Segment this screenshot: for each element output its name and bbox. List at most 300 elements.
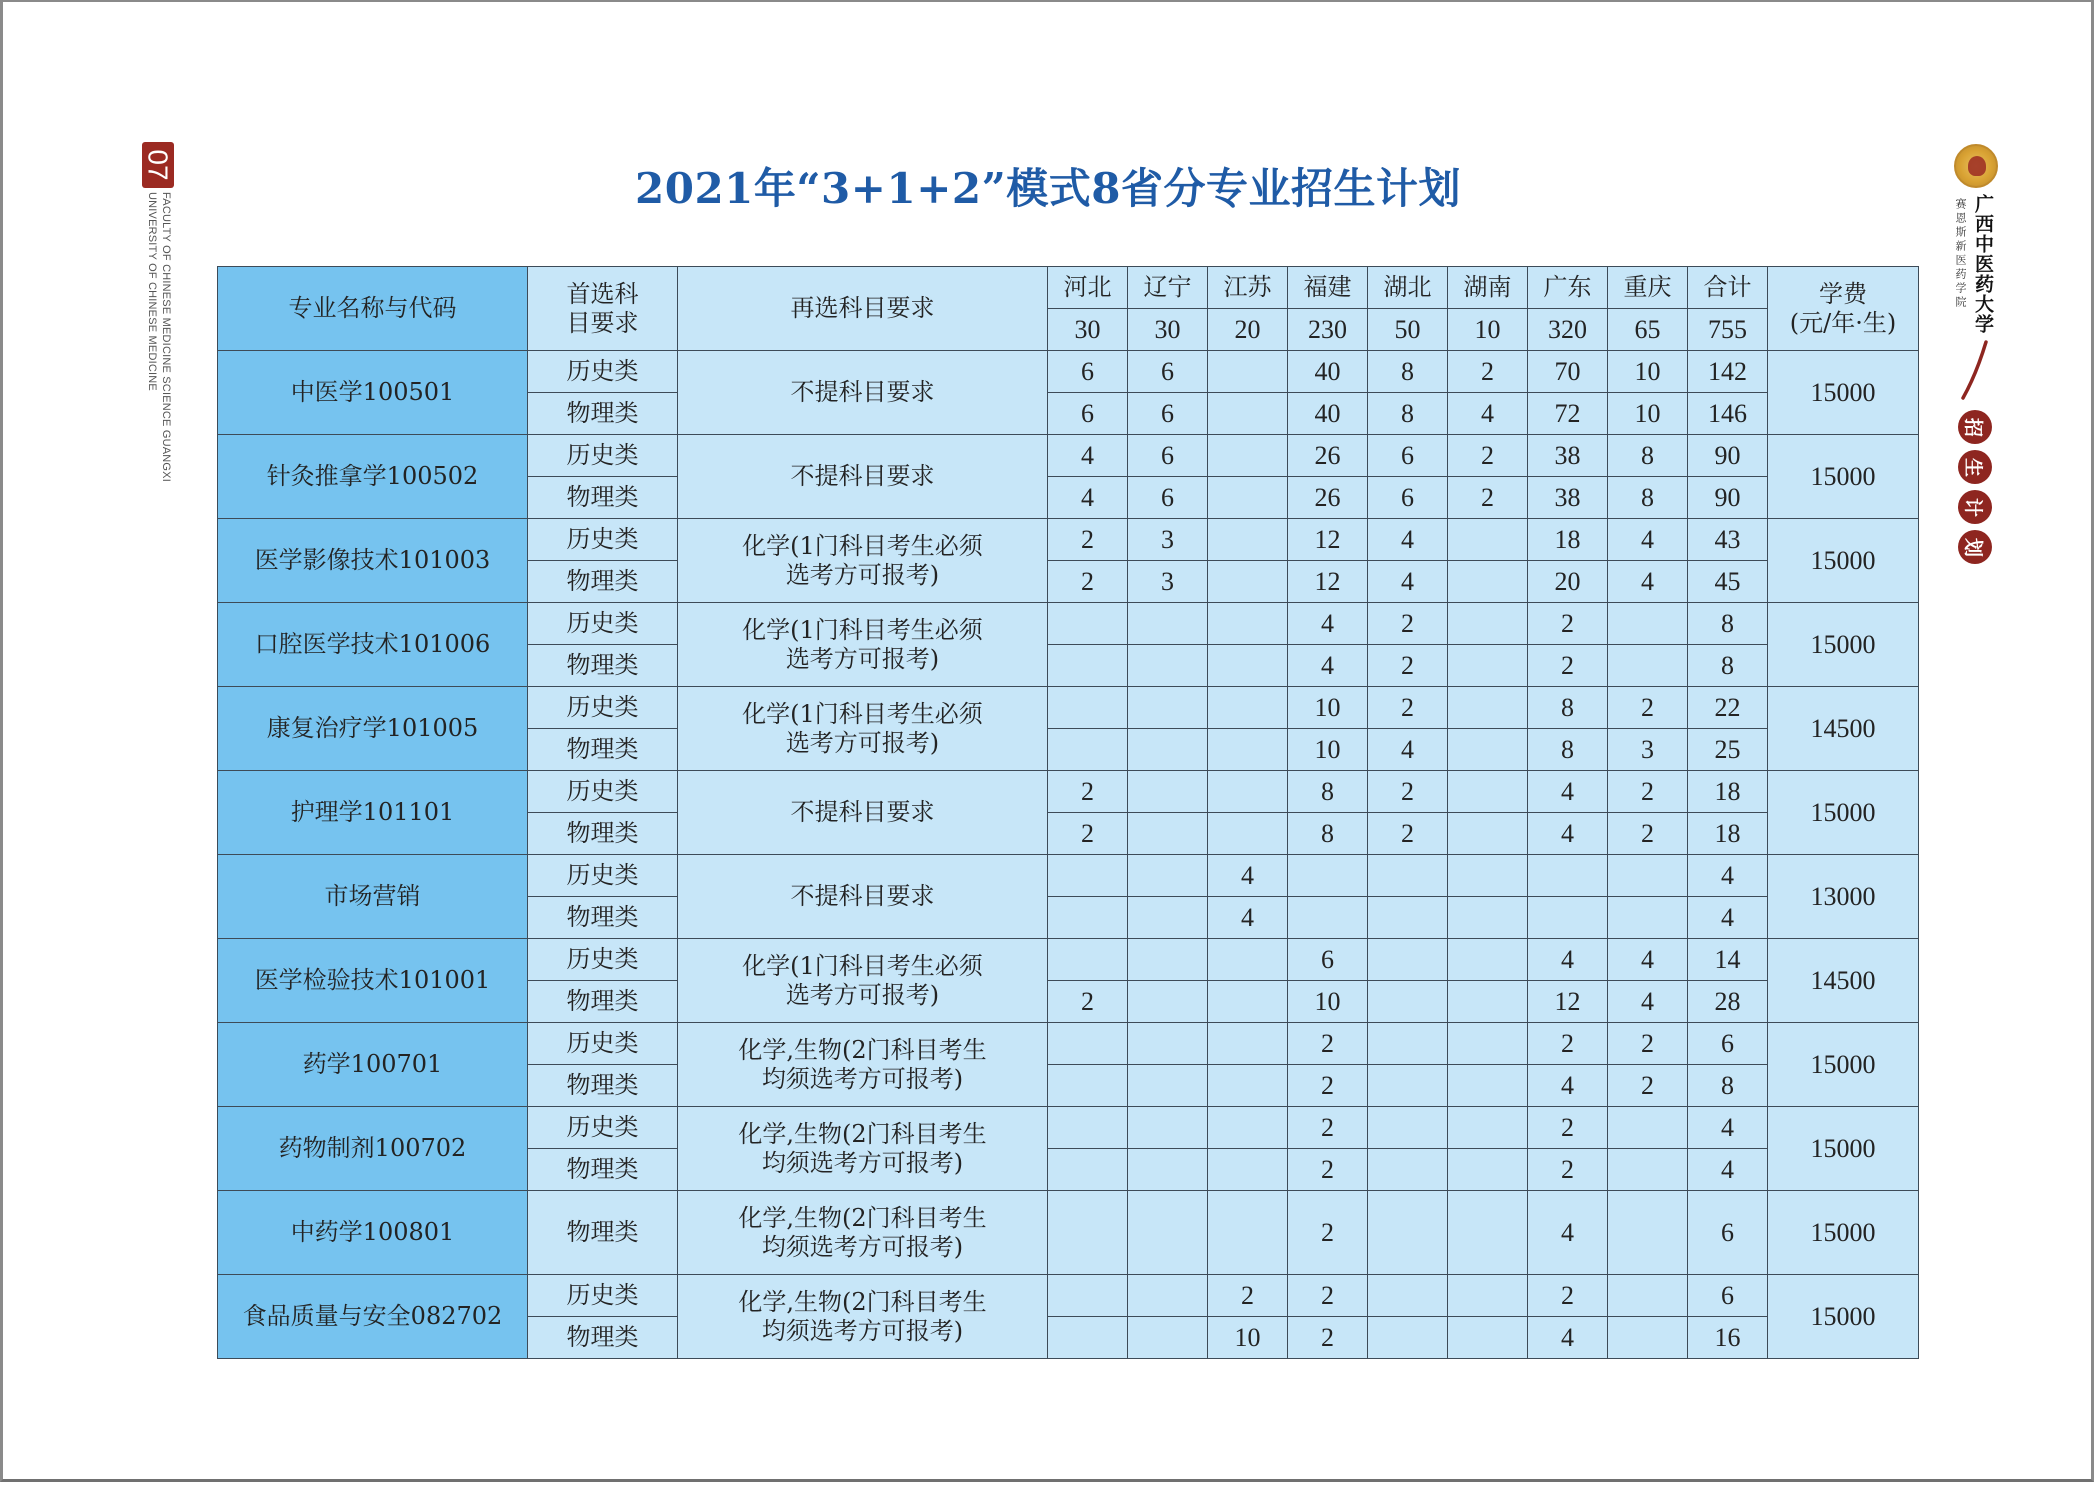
province-count-cell: 8 — [1368, 351, 1448, 393]
row-total-cell: 43 — [1688, 519, 1768, 561]
province-count-cell — [1208, 1149, 1288, 1191]
tuition-fee: 15000 — [1768, 1191, 1919, 1275]
province-count-cell: 10 — [1288, 687, 1368, 729]
province-count-cell — [1048, 1107, 1128, 1149]
row-total-cell: 6 — [1688, 1023, 1768, 1065]
major-name: 针灸推拿学100502 — [218, 435, 528, 519]
province-count-cell — [1448, 645, 1528, 687]
province-count-cell — [1528, 897, 1608, 939]
province-count-cell: 6 — [1048, 393, 1128, 435]
reselect-requirement: 化学,生物(2门科目考生 均须选考方可报考) — [678, 1191, 1048, 1275]
header-first-choice: 首选科 目要求 — [528, 267, 678, 351]
province-count-cell — [1208, 519, 1288, 561]
province-total: 30 — [1128, 309, 1208, 351]
first-choice-track: 历史类 — [528, 939, 678, 981]
province-count-cell: 2 — [1608, 771, 1688, 813]
header-fee: 学费 (元/年·生) — [1768, 267, 1919, 351]
province-count-cell: 2 — [1288, 1107, 1368, 1149]
province-count-cell: 10 — [1608, 393, 1688, 435]
table-row — [218, 351, 1919, 393]
province-count-cell: 3 — [1128, 519, 1208, 561]
province-count-cell — [1048, 1275, 1128, 1317]
province-count-cell: 8 — [1368, 393, 1448, 435]
province-count-cell: 40 — [1288, 351, 1368, 393]
province-count-cell — [1128, 1275, 1208, 1317]
province-count-cell — [1128, 1191, 1208, 1275]
province-count-cell: 8 — [1288, 771, 1368, 813]
first-choice-track: 物理类 — [528, 813, 678, 855]
header-row-provinces — [218, 267, 1919, 309]
province-count-cell: 2 — [1448, 351, 1528, 393]
province-count-cell — [1128, 1065, 1208, 1107]
section-label — [1958, 410, 1994, 570]
province-count-cell — [1128, 687, 1208, 729]
grand-total: 755 — [1688, 309, 1768, 351]
province-count-cell: 4 — [1528, 1191, 1608, 1275]
province-total: 320 — [1528, 309, 1608, 351]
first-choice-track: 物理类 — [528, 1317, 678, 1359]
province-count-cell: 38 — [1528, 435, 1608, 477]
province-count-cell: 4 — [1368, 519, 1448, 561]
reselect-requirement: 化学(1门科目考生必须 选考方可报考) — [678, 687, 1048, 771]
tuition-fee: 14500 — [1768, 939, 1919, 1023]
province-count-cell: 6 — [1368, 435, 1448, 477]
province-count-cell: 2 — [1368, 813, 1448, 855]
row-total-cell: 18 — [1688, 813, 1768, 855]
province-count-cell — [1048, 603, 1128, 645]
province-count-cell: 72 — [1528, 393, 1608, 435]
province-count-cell: 6 — [1128, 477, 1208, 519]
province-count-cell — [1048, 939, 1128, 981]
province-count-cell — [1048, 1191, 1128, 1275]
province-count-cell — [1288, 897, 1368, 939]
first-choice-track: 历史类 — [528, 771, 678, 813]
province-count-cell — [1448, 1317, 1528, 1359]
row-total-cell: 45 — [1688, 561, 1768, 603]
first-choice-track: 物理类 — [528, 1065, 678, 1107]
province-count-cell — [1208, 729, 1288, 771]
first-choice-track: 物理类 — [528, 729, 678, 771]
province-count-cell: 2 — [1288, 1023, 1368, 1065]
tuition-fee: 15000 — [1768, 1023, 1919, 1107]
province-count-cell: 8 — [1528, 729, 1608, 771]
row-total-cell: 4 — [1688, 897, 1768, 939]
first-choice-track: 物理类 — [528, 393, 678, 435]
province-count-cell: 2 — [1048, 813, 1128, 855]
province-count-cell: 26 — [1288, 435, 1368, 477]
university-text: UNIVERSITY OF CHINESE MEDICINE — [146, 192, 158, 391]
reselect-requirement: 化学(1门科目考生必须 选考方可报考) — [678, 603, 1048, 687]
reselect-requirement: 化学(1门科目考生必须 选考方可报考) — [678, 519, 1048, 603]
header-major: 专业名称与代码 — [218, 267, 528, 351]
province-count-cell — [1208, 1023, 1288, 1065]
province-count-cell — [1128, 813, 1208, 855]
province-count-cell — [1128, 771, 1208, 813]
section-char-circle: 计 — [1958, 490, 1992, 524]
table-row — [218, 1023, 1919, 1065]
row-total-cell: 8 — [1688, 603, 1768, 645]
reselect-requirement: 不提科目要求 — [678, 771, 1048, 855]
province-count-cell — [1128, 645, 1208, 687]
header-province: 湖北 — [1368, 267, 1448, 309]
province-count-cell — [1448, 897, 1528, 939]
province-count-cell: 4 — [1208, 897, 1288, 939]
first-choice-track: 历史类 — [528, 687, 678, 729]
province-count-cell — [1448, 855, 1528, 897]
province-count-cell — [1128, 1149, 1208, 1191]
reselect-requirement: 不提科目要求 — [678, 855, 1048, 939]
province-count-cell — [1448, 519, 1528, 561]
province-count-cell — [1128, 1107, 1208, 1149]
row-total-cell: 4 — [1688, 855, 1768, 897]
row-total-cell: 22 — [1688, 687, 1768, 729]
province-count-cell — [1048, 645, 1128, 687]
province-count-cell: 2 — [1368, 771, 1448, 813]
province-count-cell — [1368, 855, 1448, 897]
tuition-fee: 15000 — [1768, 1275, 1919, 1359]
province-count-cell — [1128, 855, 1208, 897]
table-row — [218, 1191, 1919, 1275]
province-count-cell — [1208, 771, 1288, 813]
province-count-cell: 8 — [1608, 435, 1688, 477]
table-row — [218, 855, 1919, 897]
province-count-cell: 4 — [1288, 645, 1368, 687]
table-row — [218, 519, 1919, 561]
province-count-cell: 2 — [1528, 1275, 1608, 1317]
province-count-cell — [1048, 687, 1128, 729]
province-count-cell: 4 — [1608, 519, 1688, 561]
province-count-cell: 4 — [1048, 435, 1128, 477]
province-count-cell — [1128, 1023, 1208, 1065]
province-count-cell — [1608, 645, 1688, 687]
province-count-cell: 4 — [1048, 477, 1128, 519]
province-count-cell: 2 — [1608, 687, 1688, 729]
major-name: 医学检验技术101001 — [218, 939, 528, 1023]
section-char-circle: 招 — [1958, 410, 1992, 444]
province-count-cell — [1048, 729, 1128, 771]
province-count-cell: 2 — [1528, 603, 1608, 645]
province-count-cell — [1448, 687, 1528, 729]
province-count-cell — [1608, 855, 1688, 897]
table-row — [218, 1275, 1919, 1317]
province-count-cell: 2 — [1048, 981, 1128, 1023]
province-count-cell — [1448, 1107, 1528, 1149]
province-count-cell: 2 — [1368, 603, 1448, 645]
row-total-cell: 146 — [1688, 393, 1768, 435]
province-count-cell — [1368, 1023, 1448, 1065]
header-province: 福建 — [1288, 267, 1368, 309]
province-count-cell: 2 — [1528, 1149, 1608, 1191]
tuition-fee: 15000 — [1768, 351, 1919, 435]
province-count-cell: 38 — [1528, 477, 1608, 519]
header-province: 江苏 — [1208, 267, 1288, 309]
row-total-cell: 6 — [1688, 1191, 1768, 1275]
province-count-cell: 6 — [1288, 939, 1368, 981]
section-char-circle: 生 — [1958, 450, 1992, 484]
province-count-cell: 2 — [1448, 477, 1528, 519]
province-count-cell: 10 — [1288, 981, 1368, 1023]
province-count-cell — [1608, 1317, 1688, 1359]
province-count-cell — [1288, 855, 1368, 897]
province-count-cell: 2 — [1368, 687, 1448, 729]
row-total-cell: 90 — [1688, 477, 1768, 519]
province-count-cell: 6 — [1128, 351, 1208, 393]
row-total-cell: 25 — [1688, 729, 1768, 771]
major-name: 药物制剂100702 — [218, 1107, 528, 1191]
province-count-cell: 4 — [1368, 561, 1448, 603]
province-count-cell: 4 — [1608, 939, 1688, 981]
row-total-cell: 90 — [1688, 435, 1768, 477]
table-row — [218, 1107, 1919, 1149]
slash-divider-icon — [1960, 340, 1990, 400]
table-row — [218, 603, 1919, 645]
province-count-cell: 2 — [1208, 1275, 1288, 1317]
header-province: 湖南 — [1448, 267, 1528, 309]
province-total: 230 — [1288, 309, 1368, 351]
row-total-cell: 28 — [1688, 981, 1768, 1023]
province-count-cell: 2 — [1288, 1191, 1368, 1275]
row-total-cell: 6 — [1688, 1275, 1768, 1317]
province-total: 20 — [1208, 309, 1288, 351]
province-count-cell — [1128, 897, 1208, 939]
province-count-cell: 20 — [1528, 561, 1608, 603]
province-count-cell — [1448, 1191, 1528, 1275]
province-count-cell — [1448, 939, 1528, 981]
province-count-cell: 6 — [1128, 393, 1208, 435]
province-count-cell — [1208, 561, 1288, 603]
major-name: 康复治疗学101005 — [218, 687, 528, 771]
province-count-cell — [1208, 393, 1288, 435]
province-count-cell — [1368, 939, 1448, 981]
major-name: 护理学101101 — [218, 771, 528, 855]
province-count-cell: 10 — [1608, 351, 1688, 393]
province-count-cell: 6 — [1368, 477, 1448, 519]
province-count-cell — [1608, 1275, 1688, 1317]
province-total: 50 — [1368, 309, 1448, 351]
major-name: 医学影像技术101003 — [218, 519, 528, 603]
header-province: 重庆 — [1608, 267, 1688, 309]
first-choice-track: 物理类 — [528, 477, 678, 519]
province-count-cell — [1448, 1275, 1528, 1317]
first-choice-track: 历史类 — [528, 855, 678, 897]
table-row — [218, 939, 1919, 981]
province-count-cell: 2 — [1608, 1065, 1688, 1107]
province-count-cell: 2 — [1368, 645, 1448, 687]
province-count-cell: 4 — [1608, 981, 1688, 1023]
province-count-cell: 4 — [1288, 603, 1368, 645]
province-total: 10 — [1448, 309, 1528, 351]
first-choice-track: 历史类 — [528, 1275, 678, 1317]
province-count-cell: 2 — [1608, 813, 1688, 855]
province-count-cell: 2 — [1448, 435, 1528, 477]
province-count-cell — [1208, 813, 1288, 855]
province-count-cell: 4 — [1448, 393, 1528, 435]
province-count-cell — [1448, 603, 1528, 645]
university-name: 广西中医药大学 — [1972, 194, 1994, 334]
province-count-cell — [1528, 855, 1608, 897]
header-province: 河北 — [1048, 267, 1128, 309]
province-count-cell — [1608, 1149, 1688, 1191]
reselect-requirement: 化学,生物(2门科目考生 均须选考方可报考) — [678, 1107, 1048, 1191]
province-count-cell: 2 — [1288, 1275, 1368, 1317]
province-count-cell: 4 — [1368, 729, 1448, 771]
province-count-cell: 8 — [1608, 477, 1688, 519]
reselect-requirement: 化学(1门科目考生必须 选考方可报考) — [678, 939, 1048, 1023]
first-choice-track: 历史类 — [528, 435, 678, 477]
province-count-cell: 6 — [1048, 351, 1128, 393]
header-total: 合计 — [1688, 267, 1768, 309]
province-count-cell — [1448, 813, 1528, 855]
major-name: 市场营销 — [218, 855, 528, 939]
province-count-cell: 2 — [1048, 771, 1128, 813]
row-total-cell: 16 — [1688, 1317, 1768, 1359]
province-count-cell: 2 — [1048, 561, 1128, 603]
first-choice-track: 历史类 — [528, 519, 678, 561]
tuition-fee: 15000 — [1768, 1107, 1919, 1191]
first-choice-track: 历史类 — [528, 351, 678, 393]
province-count-cell: 2 — [1608, 1023, 1688, 1065]
province-count-cell — [1368, 1275, 1448, 1317]
province-count-cell — [1128, 1317, 1208, 1359]
row-total-cell: 4 — [1688, 1149, 1768, 1191]
province-count-cell — [1448, 771, 1528, 813]
province-count-cell — [1208, 687, 1288, 729]
reselect-requirement: 化学,生物(2门科目考生 均须选考方可报考) — [678, 1023, 1048, 1107]
province-count-cell — [1448, 1149, 1528, 1191]
province-count-cell: 12 — [1528, 981, 1608, 1023]
province-count-cell — [1048, 1023, 1128, 1065]
province-count-cell: 12 — [1288, 519, 1368, 561]
first-choice-track: 历史类 — [528, 1107, 678, 1149]
province-count-cell — [1608, 603, 1688, 645]
province-count-cell: 2 — [1288, 1149, 1368, 1191]
province-total: 30 — [1048, 309, 1128, 351]
province-count-cell — [1048, 855, 1128, 897]
province-count-cell: 10 — [1208, 1317, 1288, 1359]
province-count-cell: 3 — [1608, 729, 1688, 771]
tuition-fee: 14500 — [1768, 687, 1919, 771]
header-reselect: 再选科目要求 — [678, 267, 1048, 351]
first-choice-track: 物理类 — [528, 645, 678, 687]
province-count-cell: 2 — [1528, 1107, 1608, 1149]
province-count-cell — [1368, 1191, 1448, 1275]
table-row — [218, 687, 1919, 729]
province-count-cell: 6 — [1128, 435, 1208, 477]
province-count-cell: 3 — [1128, 561, 1208, 603]
province-count-cell — [1128, 981, 1208, 1023]
province-count-cell — [1448, 1065, 1528, 1107]
province-count-cell: 2 — [1528, 1023, 1608, 1065]
province-count-cell — [1208, 981, 1288, 1023]
province-count-cell — [1048, 897, 1128, 939]
faculty-text: FACULTY OF CHINESE MEDICINE SCIENCE GUANGXI — [160, 192, 172, 482]
page-number: 07 — [143, 149, 174, 181]
province-count-cell — [1448, 561, 1528, 603]
province-count-cell: 4 — [1528, 1317, 1608, 1359]
province-count-cell — [1448, 729, 1528, 771]
province-count-cell — [1368, 981, 1448, 1023]
province-count-cell: 8 — [1288, 813, 1368, 855]
reselect-requirement: 化学,生物(2门科目考生 均须选考方可报考) — [678, 1275, 1048, 1359]
row-total-cell: 8 — [1688, 1065, 1768, 1107]
row-total-cell: 142 — [1688, 351, 1768, 393]
province-total: 65 — [1608, 309, 1688, 351]
province-count-cell — [1608, 897, 1688, 939]
first-choice-track: 物理类 — [528, 897, 678, 939]
province-count-cell — [1368, 1107, 1448, 1149]
province-count-cell — [1208, 603, 1288, 645]
province-count-cell — [1128, 939, 1208, 981]
province-count-cell — [1208, 939, 1288, 981]
province-count-cell — [1048, 1149, 1128, 1191]
province-count-cell — [1608, 1107, 1688, 1149]
header-province: 辽宁 — [1128, 267, 1208, 309]
section-char-circle: 划 — [1958, 530, 1992, 564]
row-total-cell: 18 — [1688, 771, 1768, 813]
province-count-cell — [1608, 1191, 1688, 1275]
province-count-cell — [1128, 729, 1208, 771]
province-count-cell: 2 — [1288, 1317, 1368, 1359]
province-count-cell — [1048, 1065, 1128, 1107]
table-row — [218, 771, 1919, 813]
header-province: 广东 — [1528, 267, 1608, 309]
province-count-cell: 10 — [1288, 729, 1368, 771]
province-count-cell — [1368, 897, 1448, 939]
row-total-cell: 8 — [1688, 645, 1768, 687]
first-choice-track: 物理类 — [528, 981, 678, 1023]
major-name: 药学100701 — [218, 1023, 528, 1107]
province-count-cell: 4 — [1608, 561, 1688, 603]
province-count-cell — [1208, 435, 1288, 477]
province-count-cell: 4 — [1528, 939, 1608, 981]
province-count-cell: 4 — [1528, 813, 1608, 855]
first-choice-track: 物理类 — [528, 1191, 678, 1275]
province-count-cell: 26 — [1288, 477, 1368, 519]
province-count-cell — [1208, 351, 1288, 393]
enrollment-plan-table — [217, 266, 1919, 1359]
tuition-fee: 15000 — [1768, 519, 1919, 603]
college-name: 赛恩斯新医药学院 — [1954, 198, 1967, 310]
major-name: 中药学100801 — [218, 1191, 528, 1275]
province-count-cell — [1208, 1065, 1288, 1107]
province-count-cell — [1368, 1149, 1448, 1191]
province-count-cell: 2 — [1288, 1065, 1368, 1107]
province-count-cell: 8 — [1528, 687, 1608, 729]
row-total-cell: 4 — [1688, 1107, 1768, 1149]
province-count-cell: 4 — [1528, 1065, 1608, 1107]
province-count-cell — [1208, 1191, 1288, 1275]
province-count-cell: 12 — [1288, 561, 1368, 603]
province-count-cell — [1208, 477, 1288, 519]
major-name: 中医学100501 — [218, 351, 528, 435]
province-count-cell: 18 — [1528, 519, 1608, 561]
province-count-cell: 4 — [1528, 771, 1608, 813]
page-title: 2021年“3+1+2”模式8省分专业招生计划 — [635, 164, 1461, 213]
province-count-cell: 2 — [1048, 519, 1128, 561]
province-count-cell — [1368, 1065, 1448, 1107]
reselect-requirement: 不提科目要求 — [678, 435, 1048, 519]
tuition-fee: 15000 — [1768, 603, 1919, 687]
province-count-cell — [1208, 1107, 1288, 1149]
first-choice-track: 历史类 — [528, 1023, 678, 1065]
tuition-fee: 15000 — [1768, 771, 1919, 855]
province-count-cell — [1368, 1317, 1448, 1359]
province-count-cell — [1048, 1317, 1128, 1359]
province-count-cell — [1448, 1023, 1528, 1065]
province-count-cell: 2 — [1528, 645, 1608, 687]
province-count-cell: 70 — [1528, 351, 1608, 393]
first-choice-track: 物理类 — [528, 561, 678, 603]
